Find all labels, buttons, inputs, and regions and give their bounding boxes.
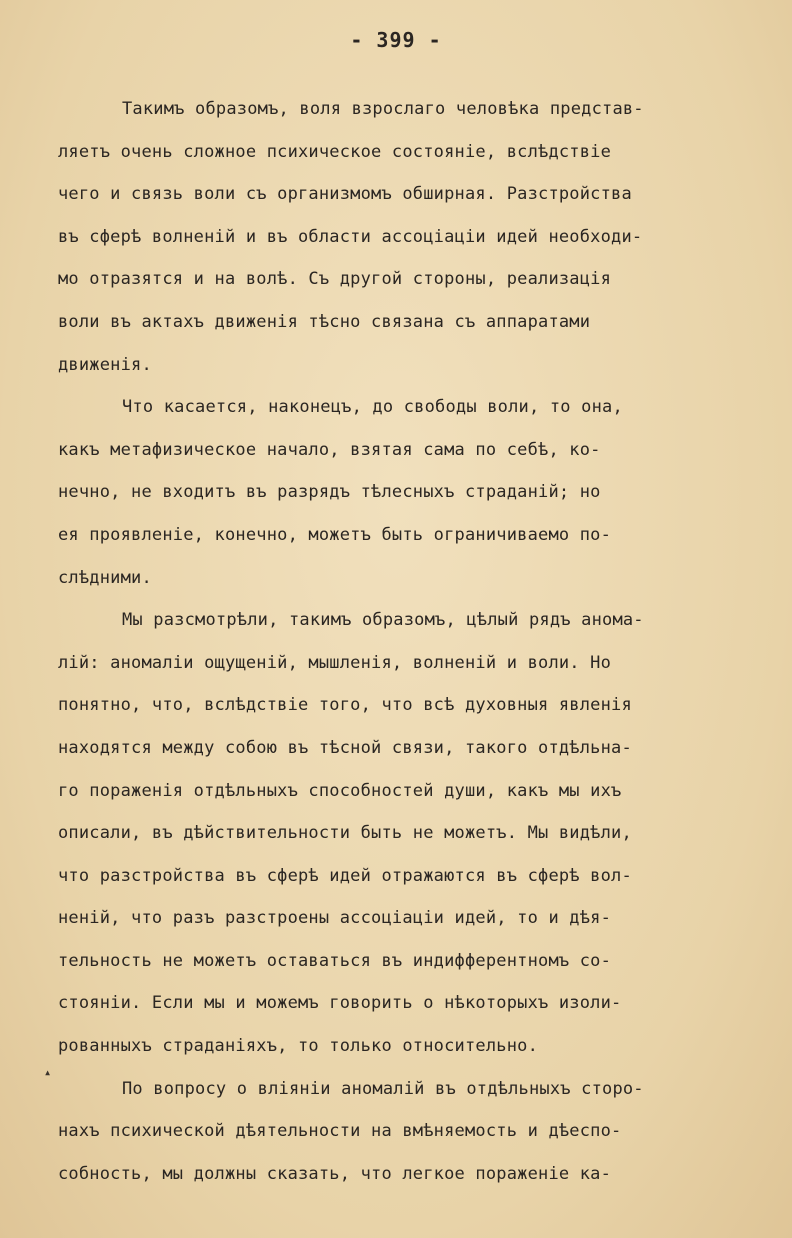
text-line: понятно, что, вслѣдствiе того, что всѣ духовныя явленiя bbox=[58, 695, 632, 716]
text-line: тельность не можетъ оставаться въ индифферентномъ со- bbox=[58, 950, 612, 971]
text-line: нахъ психической дѣятельности на вмѣняемость и дѣеспо- bbox=[58, 1121, 622, 1142]
text-line: стоянiи. Если мы и можемъ говорить о нѣкоторыхъ изоли- bbox=[58, 993, 622, 1014]
text-line: описали, въ дѣйствительности быть не можетъ. Мы видѣли, bbox=[58, 823, 632, 844]
body-text bbox=[58, 88, 758, 1195]
text-line: чего и связь воли съ организмомъ обширная. Разстройства bbox=[58, 184, 632, 205]
text-line: собность, мы должны сказать, что легкое пораженiе ка- bbox=[58, 1163, 612, 1184]
text-line: Мы разсмотрѣли, такимъ образомъ, цѣлый рядъ анома- bbox=[122, 610, 644, 631]
text-line: воли въ актахъ движенiя тѣсно связана съ аппаратами bbox=[58, 311, 591, 332]
paragraph-2 bbox=[58, 386, 758, 599]
text-line: находятся между собою въ тѣсной связи, такого отдѣльна- bbox=[58, 737, 632, 758]
paragraph-4 bbox=[58, 1068, 758, 1196]
paragraph-3 bbox=[58, 599, 758, 1068]
text-line: слѣдними. bbox=[58, 567, 152, 588]
text-line: По вопросу о влiянiи аномалiй въ отдѣльныхъ сторо- bbox=[122, 1078, 644, 1099]
text-line: ненiй, что разъ разстроены ассоцiацiи идей, то и дѣя- bbox=[58, 908, 612, 929]
text-line: движенiя. bbox=[58, 354, 152, 375]
text-line: ляетъ очень сложное психическое состоянiе, вслѣдствiе bbox=[58, 141, 612, 162]
paragraph-1 bbox=[58, 88, 758, 386]
text-line: что разстройства въ сферѣ идей отражаются въ сферѣ вол- bbox=[58, 865, 632, 886]
margin-caret-mark: ▴ bbox=[44, 1065, 52, 1079]
text-line: го пораженiя отдѣльныхъ способностей души, какъ мы ихъ bbox=[58, 780, 622, 801]
page-number: - 399 - bbox=[350, 28, 442, 52]
text-line: лiй: аномалiи ощущенiй, мышленiя, волненiй и воли. Но bbox=[58, 652, 612, 673]
text-line: какъ метафизическое начало, взятая сама по себѣ, ко- bbox=[58, 439, 601, 460]
text-line: мо отразятся и на волѣ. Съ другой стороны, реализацiя bbox=[58, 269, 612, 290]
text-line: ея проявленiе, конечно, можетъ быть ограничиваемо по- bbox=[58, 524, 612, 545]
text-line: нечно, не входитъ въ разрядъ тѣлесныхъ страданiй; но bbox=[58, 482, 601, 503]
text-line: Что касается, наконецъ, до свободы воли, то она, bbox=[122, 397, 623, 418]
text-line: въ сферѣ волненiй и въ области ассоцiацiи идей необходи- bbox=[58, 226, 643, 247]
text-line: рованныхъ страданiяхъ, то только относительно. bbox=[58, 1036, 539, 1057]
text-line: Такимъ образомъ, воля взрослаго человѣка представ- bbox=[122, 99, 644, 119]
